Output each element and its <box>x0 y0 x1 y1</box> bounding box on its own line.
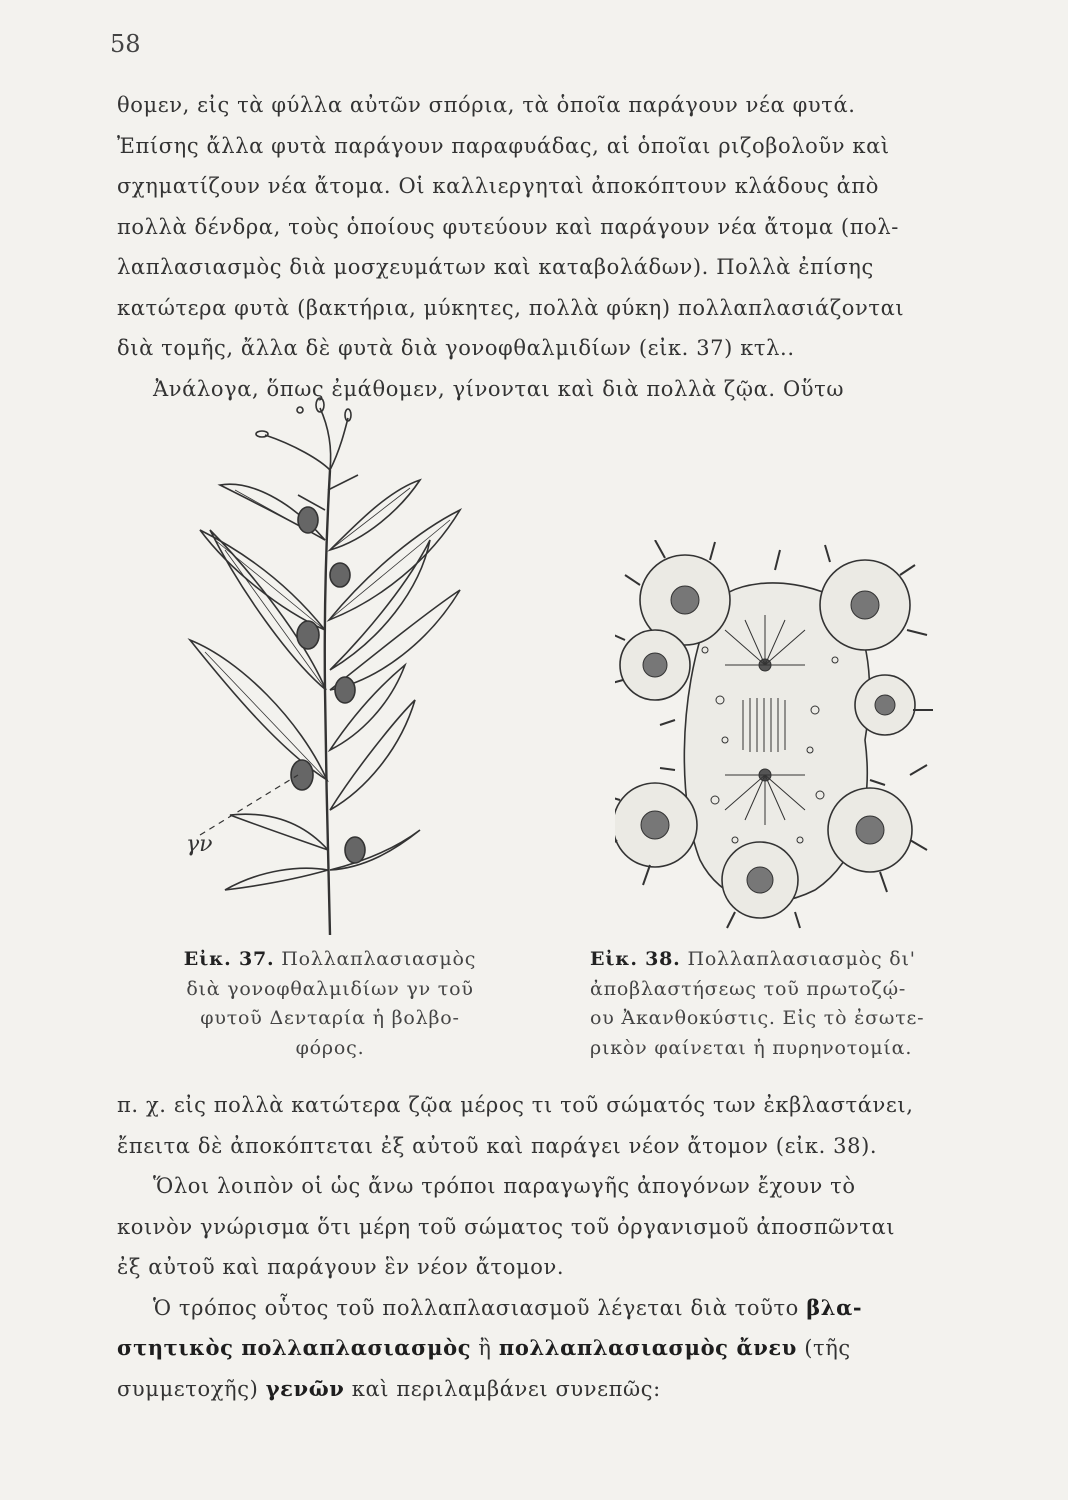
text-line: πολλὰ δένδρα, τοὺς ὁποίους φυτεύουν καὶ παράγουν νέα ἄτομα (πολ- <box>117 214 899 239</box>
bold-term: πολλαπλασιασμὸς ἄνευ <box>498 1335 797 1360</box>
caption-text: διὰ γονοφθαλμιδίων γν τοῦ <box>186 977 474 1000</box>
figure-38-caption <box>590 945 970 1063</box>
caption-text: Πολλαπλασιασμὸς <box>281 948 477 970</box>
figure-38-protozoan-illustration <box>615 540 935 930</box>
text-line: θομεν, εἰς τὰ φύλλα αὐτῶν σπόρια, τὰ ὁποῖα παράγουν νέα φυτά. <box>117 93 856 117</box>
caption-text: φυτοῦ Δενταρία ἡ βολβο- <box>200 1007 460 1029</box>
bottom-text <box>117 1085 967 1409</box>
text-line <box>117 1369 967 1410</box>
figure-37-caption <box>150 945 510 1063</box>
text-line: Ἀνάλογα, ὅπως ἐμάθομεν, γίνονται καὶ διὰ πολλὰ ζῷα. Οὕτω <box>153 376 845 401</box>
caption-label: Εἰκ. 38. <box>590 948 681 970</box>
text-line: Ἐπίσης ἄλλα φυτὰ παράγουν παραφυάδας, αἱ ὁποῖαι ριζοβολοῦν καὶ <box>117 133 890 158</box>
caption-text: ρικὸν φαίνεται ἡ πυρηνοτομία. <box>590 1036 913 1059</box>
bold-term: γενῶν <box>265 1375 345 1401</box>
top-paragraph <box>117 85 967 409</box>
caption-text: φόρος. <box>295 1036 365 1059</box>
text-segment: (τῆς <box>804 1336 851 1360</box>
text-line: σχηματίζουν νέα ἄτομα. Οἱ καλλιεργηταὶ ἀποκόπτουν κλάδους ἀπὸ <box>117 174 880 198</box>
caption-label: Εἰκ. 37. <box>183 948 275 970</box>
figure-37-plant-illustration <box>180 390 480 940</box>
page-number: 58 <box>110 30 141 58</box>
label-gv: γν <box>186 832 213 857</box>
text-line: π. χ. εἰς πολλὰ κατώτερα ζῷα μέρος τι τοῦ σώματός των ἐκβλαστάνει, <box>117 1093 914 1117</box>
text-line: ἔπειτα δὲ ἀποκόπτεται ἐξ αὐτοῦ καὶ παράγει νέον ἄτομον (εἰκ. 38). <box>117 1133 878 1158</box>
caption-text: ου Ἀκανθοκύστις. Εἰς τὸ ἐσωτε- <box>590 1007 925 1029</box>
caption-text: Πολλαπλασιασμὸς δι' <box>687 948 916 970</box>
text-line: κατώτερα φυτὰ (βακτήρια, μύκητες, πολλὰ φύκη) πολλαπλασιάζονται <box>117 295 905 320</box>
text-line <box>117 1288 967 1329</box>
text-line <box>117 1328 967 1369</box>
text-segment: ἢ <box>478 1336 492 1360</box>
bold-term: βλα- <box>806 1294 863 1320</box>
text-segment: συμμετοχῆς) <box>117 1376 259 1401</box>
caption-text: ἀποβλαστήσεως τοῦ πρωτοζῴ- <box>590 977 907 1000</box>
text-line: διὰ τομῆς, ἄλλα δὲ φυτὰ διὰ γονοφθαλμιδίων (εἰκ. 37) κτλ.. <box>117 336 795 360</box>
text-segment: καὶ περιλαμβάνει συνεπῶς: <box>351 1376 661 1401</box>
text-segment: Ὁ τρόπος οὗτος τοῦ πολλαπλασιασμοῦ λέγεται διὰ τοῦτο <box>153 1295 799 1320</box>
text-line: κοινὸν γνώρισμα ὅτι μέρη τοῦ σώματος τοῦ ὀργανισμοῦ ἀποσπῶνται <box>117 1214 896 1239</box>
bold-term: στητικὸς πολλαπλασιασμὸς <box>117 1335 472 1360</box>
text-line: ἐξ αὐτοῦ καὶ παράγουν ἓν νέον ἄτομον. <box>117 1255 565 1279</box>
text-line: λαπλασιασμὸς διὰ μοσχευμάτων καὶ καταβολάδων). Πολλὰ ἐπίσης <box>117 255 874 279</box>
text-line: Ὅλοι λοιπὸν οἱ ὡς ἄνω τρόποι παραγωγῆς ἀπογόνων ἔχουν τὸ <box>153 1174 856 1198</box>
